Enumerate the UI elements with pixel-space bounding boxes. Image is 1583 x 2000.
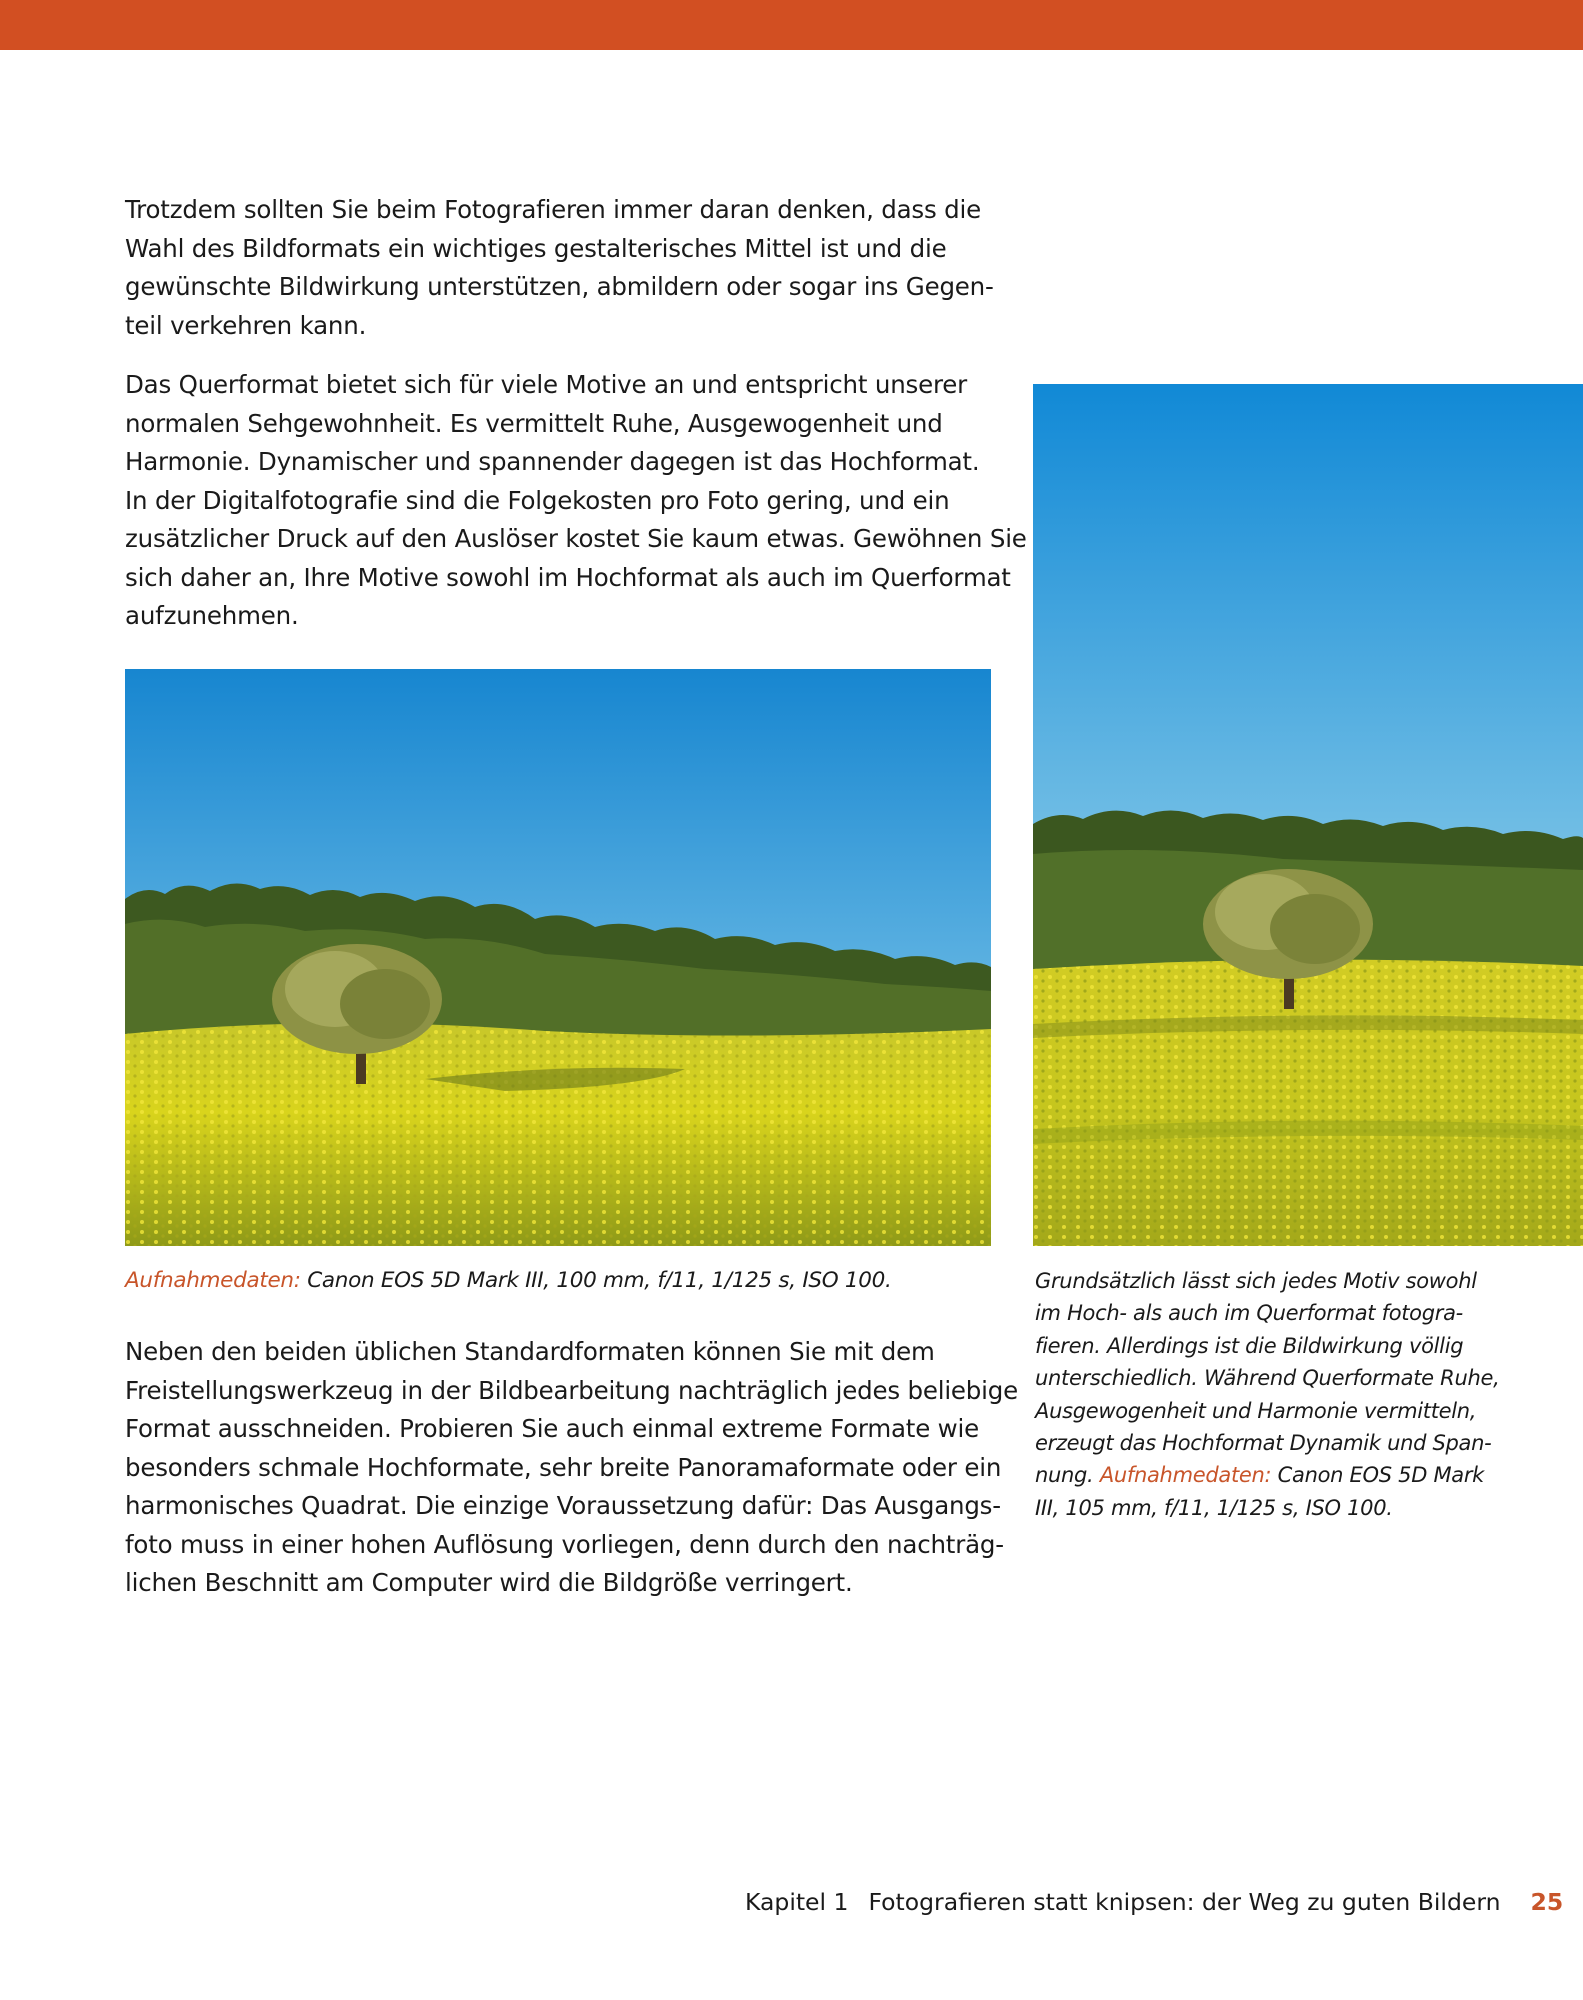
paragraph-2 bbox=[125, 366, 1027, 636]
paragraph-line: teil verkehren kann. bbox=[125, 310, 367, 340]
caption-line: im Hoch- als auch im Querformat fotogra- bbox=[1035, 1301, 1463, 1326]
caption-text: nung. bbox=[1035, 1463, 1100, 1488]
paragraph-line: harmonisches Quadrat. Die einzige Voraussetzung dafür: Das Ausgangs- bbox=[125, 1491, 1001, 1520]
page-footer bbox=[745, 1886, 1563, 1918]
caption-line: unterschiedlich. Während Querformate Ruhe, bbox=[1035, 1366, 1500, 1391]
paragraph-line: Das Querformat bietet sich für viele Motive an und entspricht unserer bbox=[125, 370, 968, 399]
landscape-photo bbox=[125, 669, 991, 1246]
paragraph-line: sich daher an, Ihre Motive sowohl im Hochformat als auch im Querformat bbox=[125, 562, 1011, 592]
paragraph-1 bbox=[125, 191, 994, 345]
portrait-photo bbox=[1033, 384, 1583, 1246]
paragraph-line: foto muss in einer hohen Auflösung vorliegen, denn durch den nachträg- bbox=[125, 1529, 1004, 1559]
paragraph-line: Harmonie. Dynamischer und spannender dagegen ist das Hochformat. bbox=[125, 447, 980, 476]
footer-title: Fotografieren statt knipsen: der Weg zu guten Bildern bbox=[868, 1888, 1501, 1916]
page-number: 25 bbox=[1530, 1888, 1564, 1916]
caption-line: Ausgewogenheit und Harmonie vermitteln, bbox=[1035, 1398, 1477, 1423]
paragraph-line: Trotzdem sollten Sie beim Fotografieren immer daran denken, dass die bbox=[125, 195, 981, 224]
top-accent-bar bbox=[0, 0, 1583, 50]
paragraph-line: aufzunehmen. bbox=[125, 601, 299, 630]
paragraph-line: Freistellungswerkzeug in der Bildbearbeitung nachträglich jedes beliebige bbox=[125, 1375, 1018, 1405]
caption-line bbox=[125, 1265, 892, 1297]
caption-text: Canon EOS 5D Mark III, 100 mm, f/11, 1/125 s, ISO 100. bbox=[300, 1268, 892, 1293]
paragraph-line: gewünschte Bildwirkung unterstützen, abmildern oder sogar ins Gegen- bbox=[125, 272, 994, 301]
caption-line: fieren. Allerdings ist die Bildwirkung völlig bbox=[1035, 1333, 1464, 1358]
paragraph-line: besonders schmale Hochformate, sehr breite Panoramaformate oder ein bbox=[125, 1452, 1002, 1482]
landscape-photo-caption bbox=[125, 1265, 892, 1297]
paragraph-3 bbox=[125, 1333, 1018, 1603]
paragraph-line: lichen Beschnitt am Computer wird die Bildgröße verringert. bbox=[125, 1568, 853, 1597]
caption-text: Canon EOS 5D Mark bbox=[1271, 1463, 1485, 1488]
caption-line: III, 105 mm, f/11, 1/125 s, ISO 100. bbox=[1035, 1495, 1393, 1520]
paragraph-line: In der Digitalfotografie sind die Folgekosten pro Foto gering, und ein bbox=[125, 485, 950, 515]
portrait-photo-graphic bbox=[1033, 384, 1583, 1246]
paragraph-line: zusätzlicher Druck auf den Auslöser kostet Sie kaum etwas. Gewöhnen Sie bbox=[125, 524, 1027, 553]
caption-line: erzeugt das Hochformat Dynamik und Span- bbox=[1035, 1431, 1492, 1456]
portrait-photo-caption bbox=[1035, 1265, 1499, 1524]
caption-line bbox=[1035, 1459, 1499, 1491]
paragraph-line: Format ausschneiden. Probieren Sie auch einmal extreme Formate wie bbox=[125, 1414, 979, 1443]
paragraph-line: Wahl des Bildformats ein wichtiges gestalterisches Mittel ist und die bbox=[125, 233, 947, 263]
footer-chapter: Kapitel 1 bbox=[745, 1888, 849, 1916]
caption-label: Aufnahmedaten: bbox=[1099, 1463, 1272, 1488]
landscape-photo-graphic bbox=[125, 669, 991, 1246]
caption-line: Grundsätzlich lässt sich jedes Motiv sowohl bbox=[1035, 1269, 1477, 1293]
paragraph-line: Neben den beiden üblichen Standardformaten können Sie mit dem bbox=[125, 1337, 935, 1366]
caption-label: Aufnahmedaten: bbox=[125, 1268, 301, 1293]
paragraph-line: normalen Sehgewohnheit. Es vermittelt Ruhe, Ausgewogenheit und bbox=[125, 408, 943, 438]
